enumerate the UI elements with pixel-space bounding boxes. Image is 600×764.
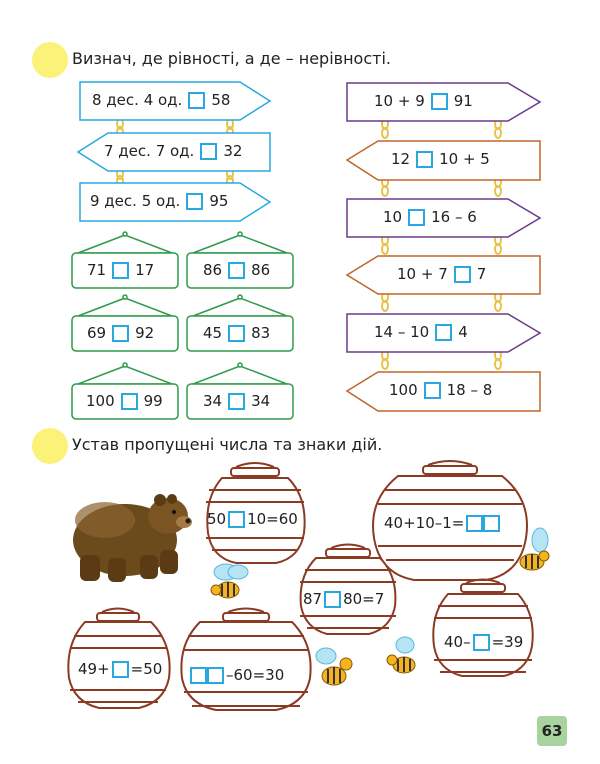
sign-right-4-a: 10 + 7 — [397, 265, 448, 283]
pot-3-b: 80=7 — [343, 590, 385, 608]
pot-3-equation — [303, 590, 384, 608]
frame-4 — [203, 324, 270, 342]
frame-6-a: 34 — [203, 392, 223, 410]
answer-box[interactable] — [416, 151, 433, 168]
answer-box[interactable] — [112, 262, 129, 279]
sign-left-1 — [92, 91, 230, 109]
answer-box[interactable] — [207, 667, 224, 684]
answer-box[interactable] — [408, 209, 425, 226]
sign-left-2-a: 7 дес. 7 од. — [104, 142, 195, 160]
sign-right-1-a: 10 + 9 — [374, 92, 425, 110]
task1-title: Визнач, де рівності, а де – нерівності. — [72, 49, 391, 68]
sign-right-5-a: 14 – 10 — [374, 323, 430, 341]
bear-image — [73, 494, 192, 582]
frame-2 — [203, 261, 270, 279]
answer-box[interactable] — [466, 515, 483, 532]
sign-right-4-b: 7 — [476, 265, 487, 283]
sign-right-6 — [389, 381, 492, 399]
frame-6-b: 34 — [251, 392, 271, 410]
answer-box[interactable] — [228, 325, 245, 342]
pot-1-a: 50 — [207, 510, 227, 528]
sign-right-3-a: 10 — [383, 208, 403, 226]
frame-1 — [87, 261, 154, 279]
sign-left-1-b: 58 — [211, 91, 231, 109]
frame-1-a: 71 — [87, 261, 107, 279]
sign-right-6-a: 100 — [389, 381, 418, 399]
answer-box[interactable] — [112, 661, 129, 678]
pot-4-b: =50 — [130, 660, 163, 678]
answer-box[interactable] — [431, 93, 448, 110]
pot-6-a: 40– — [444, 633, 471, 651]
task2-title: Устав пропущені числа та знаки дій. — [72, 435, 383, 454]
frame-5-a: 100 — [86, 392, 115, 410]
answer-box[interactable] — [188, 92, 205, 109]
sign-right-5-b: 4 — [458, 323, 468, 341]
answer-box[interactable] — [483, 515, 500, 532]
pot-2-a: 40+10–1= — [384, 514, 465, 532]
frame-3-b: 92 — [135, 324, 155, 342]
answer-box[interactable] — [112, 325, 129, 342]
frame-5-b: 99 — [143, 392, 163, 410]
sign-left-2-b: 32 — [223, 142, 243, 160]
pot-4-a: 49+ — [78, 660, 110, 678]
pot-5-equation — [190, 666, 284, 684]
pot-5-b: –60=30 — [226, 666, 285, 684]
bee-icon-3 — [316, 648, 352, 685]
answer-box[interactable] — [435, 324, 452, 341]
pot-6-equation — [444, 633, 523, 651]
sign-right-3-b: 16 – 6 — [431, 208, 477, 226]
answer-box[interactable] — [228, 393, 245, 410]
sign-left-3-b: 95 — [209, 192, 229, 210]
frame-2-b: 86 — [251, 261, 271, 279]
sign-right-2 — [391, 150, 490, 168]
pot-1-equation — [207, 510, 298, 528]
frame-3 — [87, 324, 154, 342]
pot-1-b: 10=60 — [247, 510, 298, 528]
page-number: 63 — [537, 716, 567, 746]
answer-box[interactable] — [121, 393, 138, 410]
answer-box[interactable] — [424, 382, 441, 399]
pot-2-equation — [384, 514, 500, 532]
frame-6 — [203, 392, 270, 410]
sign-right-2-b: 10 + 5 — [439, 150, 490, 168]
frame-1-b: 17 — [135, 261, 155, 279]
answer-box[interactable] — [190, 667, 207, 684]
answer-box[interactable] — [228, 511, 245, 528]
sign-right-5 — [374, 323, 468, 341]
answer-box[interactable] — [454, 266, 471, 283]
answer-box[interactable] — [200, 143, 217, 160]
bee-icon-4 — [387, 637, 415, 673]
answer-box[interactable] — [186, 193, 203, 210]
sign-left-3-a: 9 дес. 5 од. — [90, 192, 181, 210]
sign-right-1 — [374, 92, 473, 110]
pot-4-equation — [78, 660, 162, 678]
frame-4-b: 83 — [251, 324, 271, 342]
pot-3-a: 87 — [303, 590, 323, 608]
sign-right-3 — [383, 208, 477, 226]
bee-icon-1 — [211, 564, 248, 598]
sign-left-3 — [90, 192, 228, 210]
answer-box[interactable] — [228, 262, 245, 279]
sign-right-2-a: 12 — [391, 150, 411, 168]
sign-left-1-a: 8 дес. 4 од. — [92, 91, 183, 109]
frame-2-a: 86 — [203, 261, 223, 279]
sign-right-6-b: 18 – 8 — [446, 381, 493, 399]
frame-3-a: 69 — [87, 324, 107, 342]
sign-right-4 — [397, 265, 486, 283]
sign-left-2 — [104, 142, 242, 160]
frame-4-a: 45 — [203, 324, 223, 342]
answer-box[interactable] — [324, 591, 341, 608]
sign-right-1-b: 91 — [453, 92, 473, 110]
answer-box[interactable] — [473, 634, 490, 651]
frame-5 — [86, 392, 163, 410]
pot-6-b: =39 — [491, 633, 524, 651]
